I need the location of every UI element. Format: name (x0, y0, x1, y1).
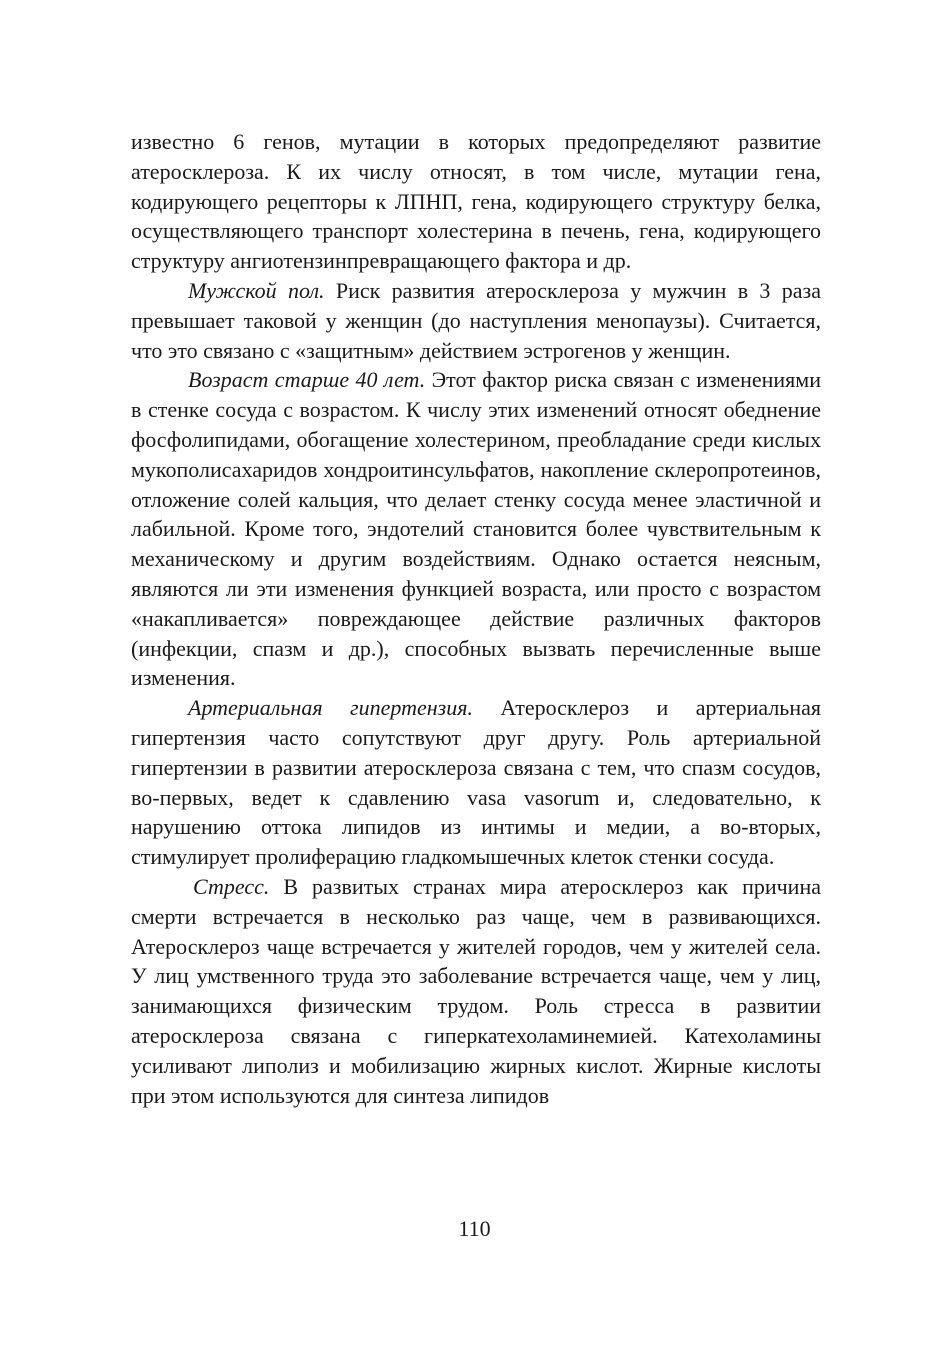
paragraph-genes (131, 127, 821, 276)
paragraph-age-lead: Возраст старше 40 лет. (188, 367, 426, 393)
paragraph-male-sex-lead: Мужской пол. (188, 277, 325, 303)
paragraph-age-text: Этот фактор риска связан с изменениями в стенке сосуда с возрастом. К числу этих изменений относят обеднение фосфолипидами, обогащение холестерином, преобладание среди кислых мукополисахаридов хондроитинсульфатов, накопление склеропротеинов, отложение солей кальция, что делает стенку сосуда менее эластичной и лабильной. Кроме того, эндотелий становится более чувствительным к механическому и другим воздействиям. Однако остается неясным, являются ли эти изменения функцией возраста, или просто с возрастом «накапливается» повреждающее действие различных факторов (инфекции, спазм и др.), способных вызвать перечисленные выше изменения. (131, 367, 821, 691)
paragraph-hypertension (131, 693, 821, 872)
page-number: 110 (458, 1216, 491, 1241)
paragraph-hypertension-lead: Артериальная гипертензия. (188, 695, 473, 721)
page-body (131, 127, 821, 1110)
paragraph-stress-text: В развитых странах мира атеросклероз как причина смерти встречается в несколько раз чаще, чем в развивающихся. Атеросклероз чаще встречается у жителей городов, чем у жителей села. У лиц умственного труда это заболевание встречается чаще, чем у лиц, занимающихся физическим трудом. Роль стресса в развитии атеросклероза связана с гиперкатехоламинемией. Катехоламины усиливают липолиз и мобилизацию жирных кислот. Жирные кислоты при этом используются для синтеза липидов (131, 873, 821, 1108)
paragraph-male-sex-text: Риск развития атеросклероза у мужчин в 3 раза превышает таковой у женщин (до наступления менопаузы). Считается, что это связано с «защитным» действием эстрогенов у женщин. (131, 277, 821, 363)
paragraph-stress-lead: Стресс. (193, 873, 270, 899)
paragraph-stress (131, 872, 821, 1110)
paragraph-age (131, 365, 821, 693)
paragraph-hypertension-text: Атеросклероз и артериальная гипертензия часто сопутствуют друг другу. Роль артериальной гипертензии в развитии атеросклероза связана с тем, что спазм сосудов, во-первых, ведет к сдавлению vasa vasorum и, следовательно, к нарушению оттока липидов из интимы и медии, а во-вторых, стимулирует пролиферацию гладкомышечных клеток стенки сосуда. (131, 695, 821, 870)
paragraph-genes-text: известно 6 генов, мутации в которых предопределяют развитие атеросклероза. К их числу относят, в том числе, мутации гена, кодирующего рецепторы к ЛПНП, гена, кодирующего структуру белка, осуществляющего транспорт холестерина в печень, гена, кодирующего структуру ангиотензинпревращающего фактора и др. (131, 129, 821, 274)
paragraph-male-sex (131, 276, 821, 365)
